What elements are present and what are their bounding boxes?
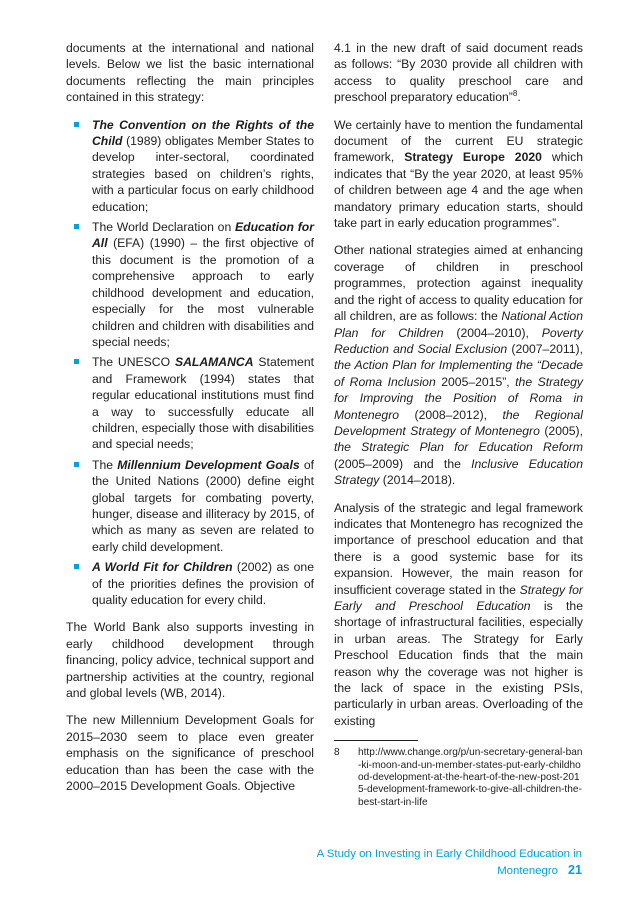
list-item-text: (1989) obligates Member States to develop inter-sectoral, coordinated strategies based on children’s rights, with a particular focus on early childhood education; <box>92 134 314 214</box>
footnote-url: http://www.change.org/p/un-secretary-general-ban-ki-moon-and-un-member-states-put-early-childhood-development-at-the-heart-of-the-new-post-2015-development-framework-to-give-all-children-the-best-start-in-life <box>358 747 583 808</box>
footnote-divider <box>334 740 418 741</box>
world-bank-paragraph: The World Bank also supports investing in early childhood development through financing, policy advice, technical support and partnership activities at the country, regional and global levels (WB, 2014). <box>66 620 314 701</box>
international-documents-list <box>66 117 314 609</box>
strategy-title: the Strategy for Improving the Position of Roma in Montenegro <box>334 374 583 422</box>
document-title: Education for All <box>92 220 314 251</box>
running-title: A Study on Investing in Early Childhood Education in Montenegro <box>316 848 582 878</box>
paragraph-text: 4.1 in the new draft of said document reads as follows: “By 2030 provide all children with access to quality preschool care and preschool preparatory education” <box>334 41 583 105</box>
paragraph-text: (2008–2012), <box>399 407 503 422</box>
paragraph-text: (2005), <box>539 423 583 438</box>
list-item <box>66 559 314 608</box>
list-item <box>66 457 314 555</box>
strategy-title: Inclusive Education Strategy <box>334 456 583 488</box>
page-footer <box>240 846 582 880</box>
strategy-title: National Action Plan for Children <box>334 309 583 340</box>
paragraph-text: (2014–2018). <box>379 473 456 488</box>
list-item-text: The <box>92 457 118 472</box>
paragraph-text: Analysis of the strategic and legal framework indicates that Montenegro has recognized the importance of preschool education and that there is a good systemic base for its expansion. However, the main reason for insufficient coverage stated in the <box>334 500 583 597</box>
document-title: Millennium Development Goals <box>117 457 300 472</box>
right-column <box>334 40 583 809</box>
paragraph-text: which indicates that “By the year 2020, at least 95% of children between age 4 and the age when mandatory primary education starts, should take part in early education programmes”. <box>334 150 584 231</box>
paragraph-text: . <box>517 90 521 105</box>
document-title: SALAMANCA <box>174 355 254 370</box>
list-item-text: of the United Nations (2000) define eight global targets for combating poverty, hunger, disease and illiteracy by 2015, of which as many as seven are related to early child development. <box>92 457 314 554</box>
mdg-paragraph: The new Millennium Development Goals for 2015–2030 seem to place even greater emphasis on the significance of preschool education than has been the case with the 2000–2015 Development Goals. Objective <box>66 713 314 794</box>
paragraph-text: (2005–2009) and the <box>334 456 472 471</box>
analysis-paragraph <box>334 500 583 730</box>
page-number: 21 <box>567 863 582 878</box>
intro-paragraph: documents at the international and national levels. Below we list the basic international documents reflecting the main principles contained in this strategy: <box>66 41 314 105</box>
strategy-title: the Action Plan for Implementing the “Decade of Roma Inclusion <box>334 358 583 389</box>
strategy-name: Strategy Europe 2020 <box>404 150 542 165</box>
paragraph-text: (2007–2011), <box>507 341 583 356</box>
objective-paragraph <box>334 40 583 106</box>
strategy-title: Strategy for Early and Preschool Education <box>334 582 583 613</box>
list-item <box>66 117 314 215</box>
paragraph-text: We certainly have to mention the fundamental document of the current EU strategic framework, <box>334 117 583 165</box>
national-strategies-paragraph <box>334 242 583 488</box>
paragraph-text: Other national strategies aimed at enhancing coverage of children in preschool programmes, protection against inequality and the right of access to quality education for all children, are as follows: the <box>334 243 583 324</box>
paragraph-text: is the shortage of infrastructural facilities, especially in urban areas. The Strategy for Early Preschool Education finds that the main reason why the coverage was not higher is the lack of space in the existing PSIs, particularly in urban areas. Overloading of the existing <box>334 599 583 728</box>
paragraph-text: (2004–2010), <box>443 325 542 340</box>
list-item-text: Statement and Framework (1994) states that regular educational institutions must find a way to successfully educate all children, especially those with disabilities and special needs; <box>92 355 314 452</box>
europe-2020-paragraph <box>334 117 583 232</box>
square-bullet-icon <box>74 462 79 467</box>
footnote-number: 8 <box>334 747 340 759</box>
left-column <box>66 40 314 805</box>
list-item-text: The World Declaration on <box>92 220 236 235</box>
footnote <box>334 747 583 809</box>
list-item-text: The UNESCO <box>92 355 175 370</box>
square-bullet-icon <box>74 224 79 229</box>
document-title: The Convention on the Rights of the Child <box>92 117 314 149</box>
list-item-text: (2002) as one of the priorities defines the provision of quality education for every child. <box>92 560 314 607</box>
strategy-title: the Regional Development Strategy of Montenegro <box>334 407 583 438</box>
strategy-title: the Strategic Plan for Education Reform <box>334 440 583 455</box>
footnote-reference: 8 <box>512 89 518 99</box>
paragraph-text: 2005–2015”, <box>435 374 516 389</box>
strategy-title: Poverty Reduction and Social Exclusion <box>334 325 584 356</box>
square-bullet-icon <box>74 564 79 569</box>
list-item <box>66 219 314 350</box>
list-item-text: (EFA) (1990) – the first objective of this document is the promotion of a comprehensive approach to early childhood development and education, especially for the most vulnerable children and children with disabilities and special needs; <box>92 236 314 349</box>
document-title: A World Fit for Children <box>92 560 233 575</box>
list-item <box>66 354 314 452</box>
square-bullet-icon <box>74 122 79 127</box>
square-bullet-icon <box>74 359 79 364</box>
